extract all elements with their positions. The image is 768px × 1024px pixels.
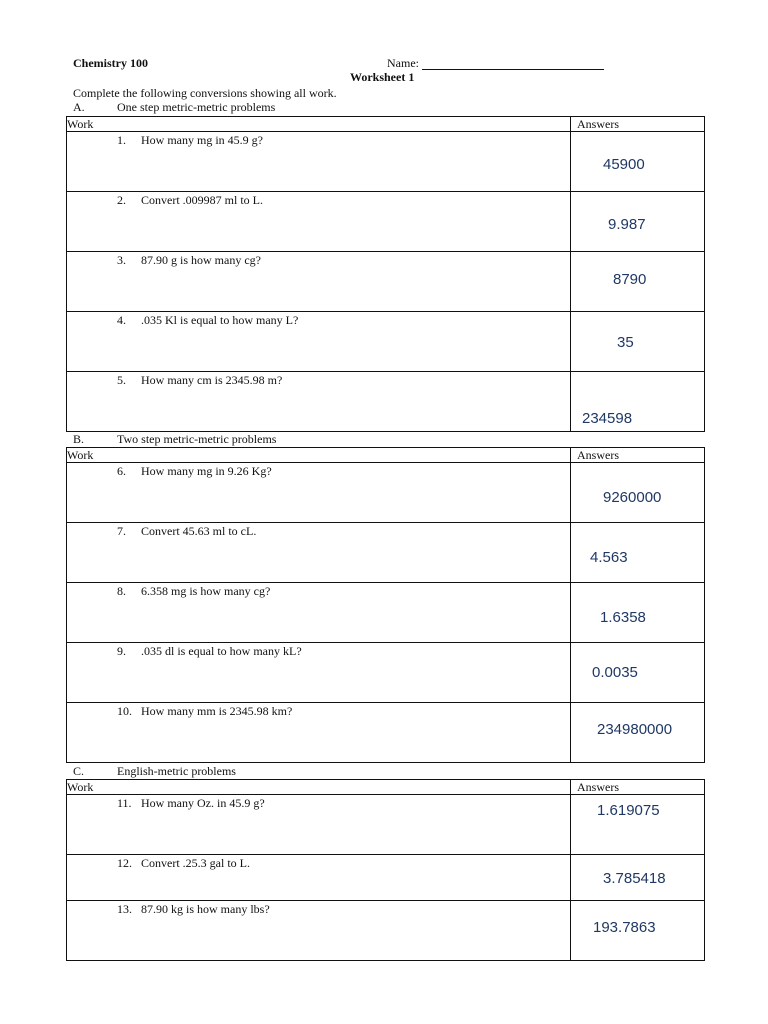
answers-column-header: Answers <box>571 448 705 463</box>
question-number: 6. <box>117 464 126 478</box>
table-row <box>67 901 705 961</box>
section-title: One step metric-metric problems <box>117 100 276 114</box>
table-row <box>67 523 705 583</box>
question-number: 13. <box>117 902 132 916</box>
table-row <box>67 643 705 703</box>
table-row <box>67 132 705 192</box>
table-row <box>67 583 705 643</box>
section-title: English-metric problems <box>117 764 236 778</box>
section-a-heading <box>73 100 275 114</box>
question-text: 87.90 kg is how many lbs? <box>141 902 270 916</box>
table-row <box>67 703 705 763</box>
table-row <box>67 463 705 523</box>
answers-column-header: Answers <box>571 780 705 795</box>
work-cell[interactable] <box>67 583 571 643</box>
work-column-header: Work <box>67 117 571 132</box>
section-letter: C. <box>73 764 85 778</box>
table-row <box>67 312 705 372</box>
section-c-table <box>66 779 705 961</box>
question-text: 6.358 mg is how many cg? <box>141 584 271 598</box>
section-title: Two step metric-metric problems <box>117 432 277 446</box>
question-number: 3. <box>117 253 126 267</box>
section-a-table <box>66 116 705 432</box>
answer-value: 1.6358 <box>600 609 646 626</box>
table-row <box>67 252 705 312</box>
table-row <box>67 372 705 432</box>
answer-cell[interactable] <box>571 583 705 643</box>
question-number: 1. <box>117 133 126 147</box>
answer-cell[interactable] <box>571 463 705 523</box>
answer-cell[interactable] <box>571 252 705 312</box>
answer-value: 4.563 <box>590 549 628 566</box>
question-number: 4. <box>117 313 126 327</box>
table-row <box>67 855 705 901</box>
answer-value: 45900 <box>603 156 645 173</box>
work-cell[interactable] <box>67 463 571 523</box>
question-text: Convert 45.63 ml to cL. <box>141 524 257 538</box>
question-text: How many Oz. in 45.9 g? <box>141 796 265 810</box>
question-text: How many mg in 45.9 g? <box>141 133 263 147</box>
table-row <box>67 192 705 252</box>
work-column-header: Work <box>67 448 571 463</box>
section-letter: B. <box>73 432 85 446</box>
work-cell[interactable] <box>67 855 571 901</box>
answer-value: 9260000 <box>603 489 662 506</box>
work-column-header: Work <box>67 780 571 795</box>
question-text: 87.90 g is how many cg? <box>141 253 261 267</box>
question-text: How many cm is 2345.98 m? <box>141 373 283 387</box>
work-cell[interactable] <box>67 901 571 961</box>
answer-cell[interactable] <box>571 192 705 252</box>
work-cell[interactable] <box>67 643 571 703</box>
answer-value: 9.987 <box>608 216 646 233</box>
question-number: 2. <box>117 193 126 207</box>
instructions: Complete the following conversions showing all work. <box>73 86 337 100</box>
question-number: 8. <box>117 584 126 598</box>
answer-cell[interactable] <box>571 855 705 901</box>
question-number: 10. <box>117 704 132 718</box>
name-label: Name: <box>387 56 419 70</box>
answer-value: 234980000 <box>597 721 673 738</box>
question-number: 11. <box>117 796 132 810</box>
question-number: 12. <box>117 856 132 870</box>
section-b-heading <box>73 432 276 446</box>
answer-cell[interactable] <box>571 643 705 703</box>
section-b-table <box>66 447 705 763</box>
question-text: Convert .009987 ml to L. <box>141 193 263 207</box>
section-c-heading <box>73 764 236 778</box>
answer-value: 0.0035 <box>592 664 638 681</box>
question-text: Convert .25.3 gal to L. <box>141 856 250 870</box>
answer-cell[interactable] <box>571 703 705 763</box>
question-text: .035 dl is equal to how many kL? <box>141 644 302 658</box>
course-title: Chemistry 100 <box>73 56 148 70</box>
work-cell[interactable] <box>67 192 571 252</box>
answers-column-header: Answers <box>571 117 705 132</box>
answer-value: 35 <box>617 334 634 351</box>
work-cell[interactable] <box>67 523 571 583</box>
name-blank-line[interactable] <box>422 69 604 70</box>
question-number: 7. <box>117 524 126 538</box>
work-cell[interactable] <box>67 312 571 372</box>
work-cell[interactable] <box>67 252 571 312</box>
work-cell[interactable] <box>67 372 571 432</box>
table-row <box>67 795 705 855</box>
answer-value: 1.619075 <box>597 802 660 819</box>
question-text: .035 Kl is equal to how many L? <box>141 313 299 327</box>
work-cell[interactable] <box>67 795 571 855</box>
answer-value: 234598 <box>582 410 633 427</box>
answer-cell[interactable] <box>571 901 705 961</box>
answer-value: 193.7863 <box>593 919 656 936</box>
answer-cell[interactable] <box>571 132 705 192</box>
question-number: 9. <box>117 644 126 658</box>
section-letter: A. <box>73 100 85 114</box>
answer-cell[interactable] <box>571 795 705 855</box>
question-number: 5. <box>117 373 126 387</box>
answer-cell[interactable] <box>571 523 705 583</box>
answer-cell[interactable] <box>571 312 705 372</box>
answer-value: 3.785418 <box>603 870 666 887</box>
answer-value: 8790 <box>613 271 647 288</box>
answer-cell[interactable] <box>571 372 705 432</box>
worksheet-title: Worksheet 1 <box>350 70 415 84</box>
question-text: How many mg in 9.26 Kg? <box>141 464 272 478</box>
question-text: How many mm is 2345.98 km? <box>141 704 293 718</box>
work-cell[interactable] <box>67 703 571 763</box>
work-cell[interactable] <box>67 132 571 192</box>
